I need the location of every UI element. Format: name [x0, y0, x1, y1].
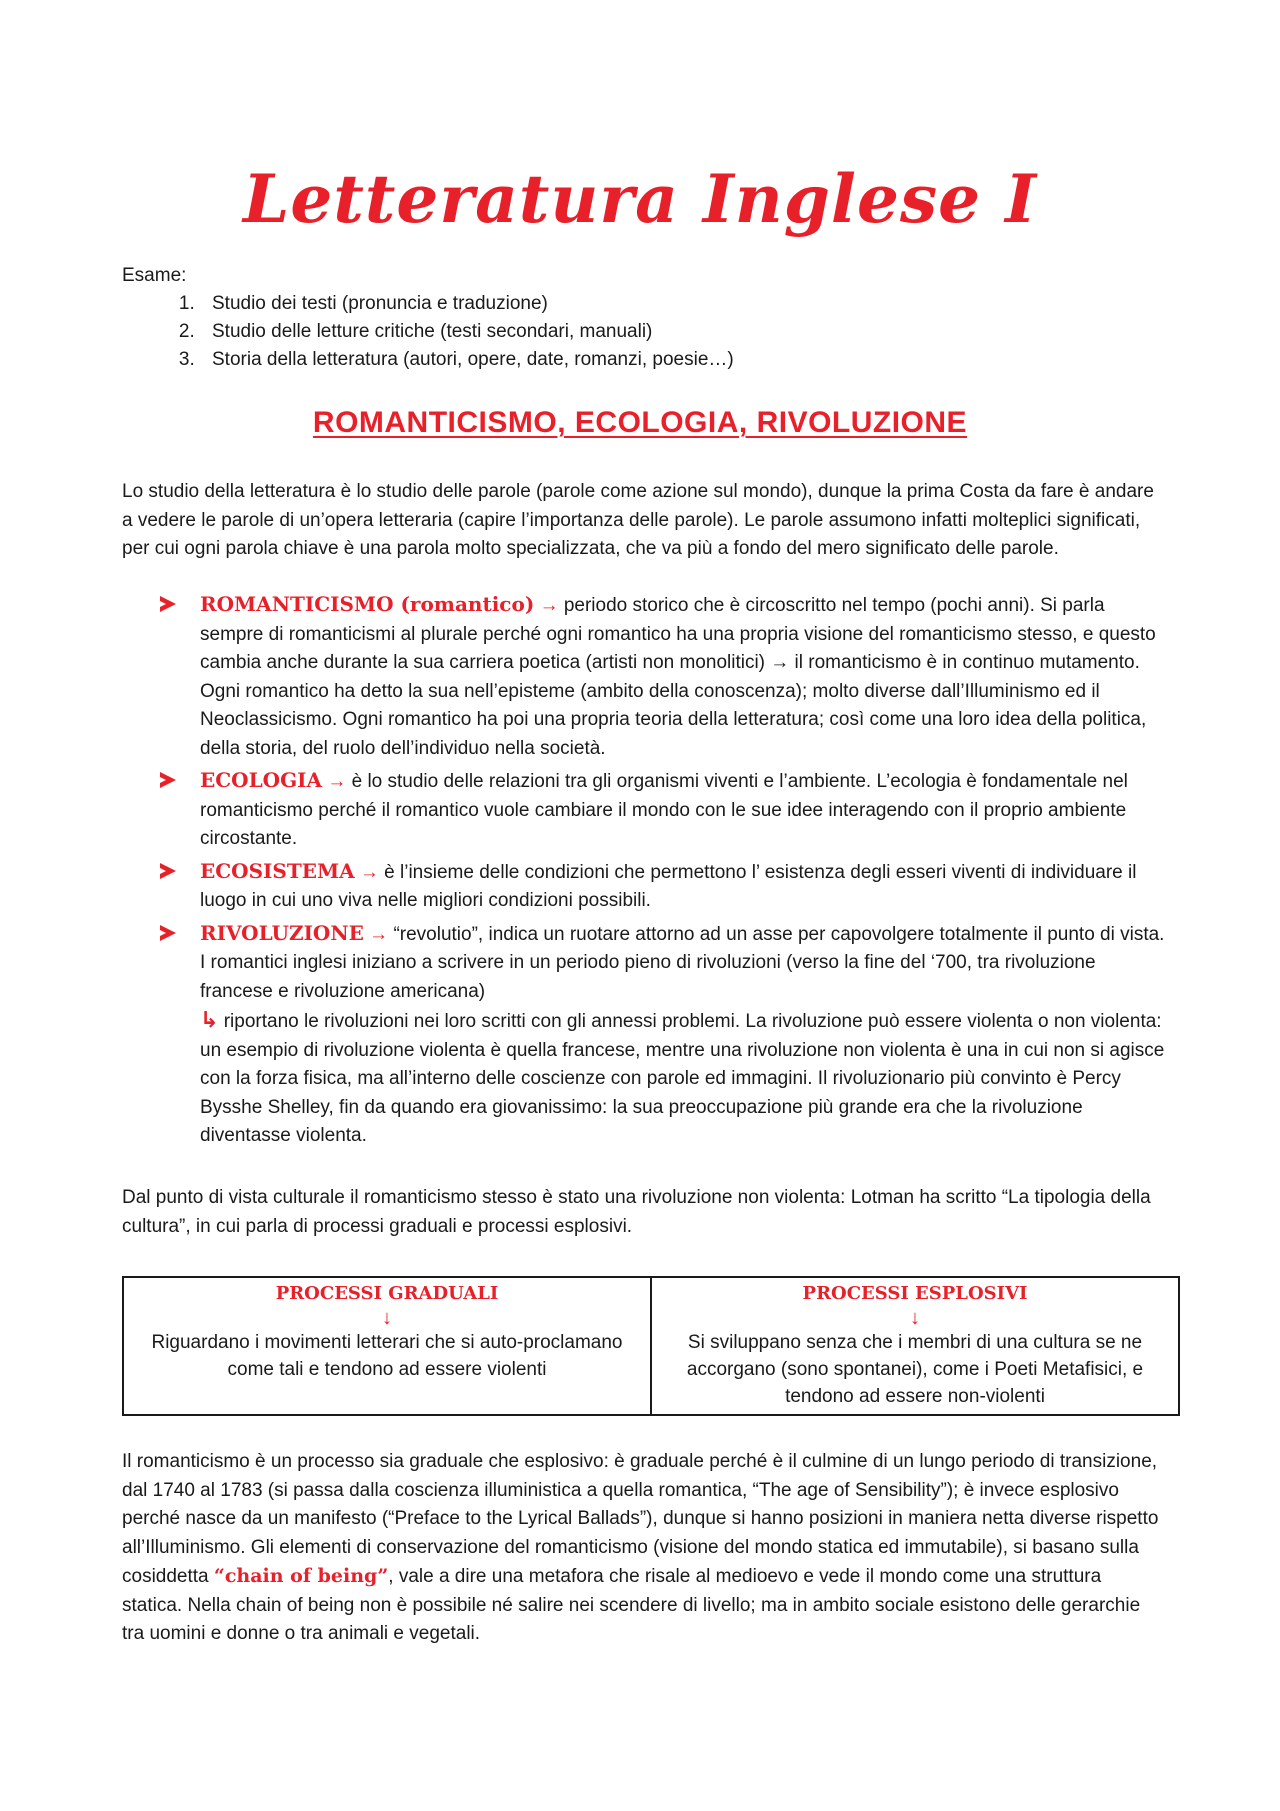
keyword-definition: è l’insieme delle condizioni che permettono l’ esistenza degli esseri viventi di individuare il luogo in cui uno viva nelle migliori condizioni possibili. [200, 861, 1137, 911]
exam-label: Esame: [122, 265, 187, 286]
arrowhead-icon [160, 863, 176, 879]
arrowhead-icon [160, 596, 176, 612]
keyword-item-ecologia [160, 766, 1170, 854]
down-arrow-icon: ↓ [382, 1307, 392, 1329]
keyword-term: ECOSISTEMA [200, 858, 355, 883]
arrowhead-icon [160, 772, 176, 788]
keyword-term: ROMANTICISMO (romantico) [200, 592, 535, 616]
keyword-item-romanticismo [160, 590, 1170, 763]
keyword-term: RIVOLUZIONE [200, 920, 364, 945]
gradual-processes-cell [123, 1277, 651, 1415]
keyword-definition: periodo storico che è circoscritto nel tempo (pochi anni). Si parla sempre di romanticismi al plurale perché ogni romantico ha una propria visione del romanticismo stesso, e questo cambia anche durante la sua carriera poetica (artisti non monolitici) → il romanticismo è in continuo mutamento. Ogni romantico ha detto la sua nell’episteme (ambito della conoscenza); molto diverse dall’Illuminismo ed il Neoclassicismo. Ogni romantico ha poi una propria teoria della letteratura; così come una loro idea della politica, della storia, del ruolo dell’individuo nella società. [200, 595, 1156, 759]
final-text-after: , vale a dire una metafora che risale al medioevo e vede il mondo come una struttura statica. Nella chain of being non è possibile né salire nei scendere di livello; ma in ambito sociale esistono delle gerarchie tra uomini e donne o tra animali e vegetali. [122, 1566, 1141, 1644]
down-arrow-icon: ↓ [910, 1307, 920, 1329]
final-paragraph [122, 1448, 1162, 1649]
exam-item: 2. Studio delle letture critiche (testi secondari, manuali) [200, 318, 734, 346]
right-arrow-icon: → [359, 861, 379, 883]
lotman-paragraph: Dal punto di vista culturale il romanticismo stesso è stato una rivoluzione non violenta: Lotman ha scritto “La tipologia della cultura”, in cui parla di processi graduali e processi esplosivi. [122, 1187, 1151, 1237]
keyword-item-rivoluzione [160, 919, 1170, 1151]
explosive-processes-text: Si sviluppano senza che i membri di una cultura se ne accorgano (sono spontanei), come i Poeti Metafisici, e tendono ad essere non-violenti [686, 1332, 1144, 1407]
exam-list [122, 290, 734, 374]
keyword-definition: “revolutio”, indica un ruotare attorno ad un asse per capovolgere totalmente il punto di vista. I romantici inglesi iniziano a scrivere in un periodo pieno di rivoluzioni (verso la fine del ‘700, tra rivoluzione francese e rivoluzione americana) [200, 923, 1165, 1002]
section-heading: ROMANTICISMO, ECOLOGIA, RIVOLUZIONE [312, 406, 968, 439]
right-arrow-icon: → [539, 595, 559, 616]
exam-item: 1. Studio dei testi (pronuncia e traduzione) [200, 290, 734, 318]
exam-item: 3. Storia della letteratura (autori, opere, date, romanzi, poesie…) [200, 346, 734, 374]
gradual-processes-text: Riguardano i movimenti letterari che si auto-proclamano come tali e tendono ad essere violenti [151, 1332, 623, 1380]
processes-table [122, 1276, 1180, 1416]
keyword-continuation: riportano le rivoluzioni nei loro scritti con gli annessi problemi. La rivoluzione può essere violenta o non violenta: un esempio di rivoluzione violenta è quella francese, mentre una rivoluzione non violenta è una in cui non si agisce con la forza fisica, ma all’interno delle coscienze con parole ed immagini. Il rivoluzionario più convinto è Percy Bysshe Shelley, fin da quando era giovanissimo: la sua preoccupazione più grande era che la rivoluzione diventasse violenta. [200, 1011, 1165, 1146]
chain-of-being-highlight: “chain of being” [213, 1565, 389, 1587]
gradual-processes-header: PROCESSI GRADUALI [275, 1283, 499, 1304]
keyword-definition: è lo studio delle relazioni tra gli organismi viventi e l’ambiente. L’ecologia è fondamentale nel romanticismo perché il romantico vuole cambiare il mondo con le sue idee interagendo con il proprio ambiente circostante. [200, 771, 1128, 849]
intro-paragraph: Lo studio della letteratura è lo studio delle parole (parole come azione sul mondo), dunque la prima Costa da fare è andare a vedere le parole di un’opera letteraria (capire l’importanza delle parole). Le parole assumono infatti molteplici significati, per cui ogni parola chiave è una parola molto specializzata, che va più a fondo del mero significato delle parole. [122, 481, 1154, 559]
arrowhead-icon [160, 925, 176, 941]
explosive-processes-cell [651, 1277, 1179, 1415]
keyword-item-ecosistema [160, 857, 1170, 916]
down-right-arrow-icon: ↳ [200, 1007, 219, 1032]
explosive-processes-header: PROCESSI ESPLOSIVI [802, 1283, 1028, 1304]
final-text-before: Il romanticismo è un processo sia graduale che esplosivo: è graduale perché è il culmine di un lungo periodo di transizione, dal 1740 al 1783 (si passa dalla coscienza illuministica a quella romantica, “The age of Sensibility”); è invece esplosivo perché nasce da un manifesto (“Preface to the Lyrical Ballads”), dunque si hanno posizioni in maniera netta diverse rispetto all’Illuminismo. Gli elementi di conservazione del romanticismo (visione del mondo statica ed immutabile), si basano sulla cosiddetta [122, 1451, 1159, 1587]
exam-section [122, 262, 734, 374]
right-arrow-icon: → [327, 771, 347, 792]
right-arrow-icon: → [369, 923, 389, 945]
page-title: Letteratura Inglese I [243, 160, 1037, 238]
keyword-list [160, 590, 1170, 1154]
keyword-term: ECOLOGIA [200, 768, 323, 792]
